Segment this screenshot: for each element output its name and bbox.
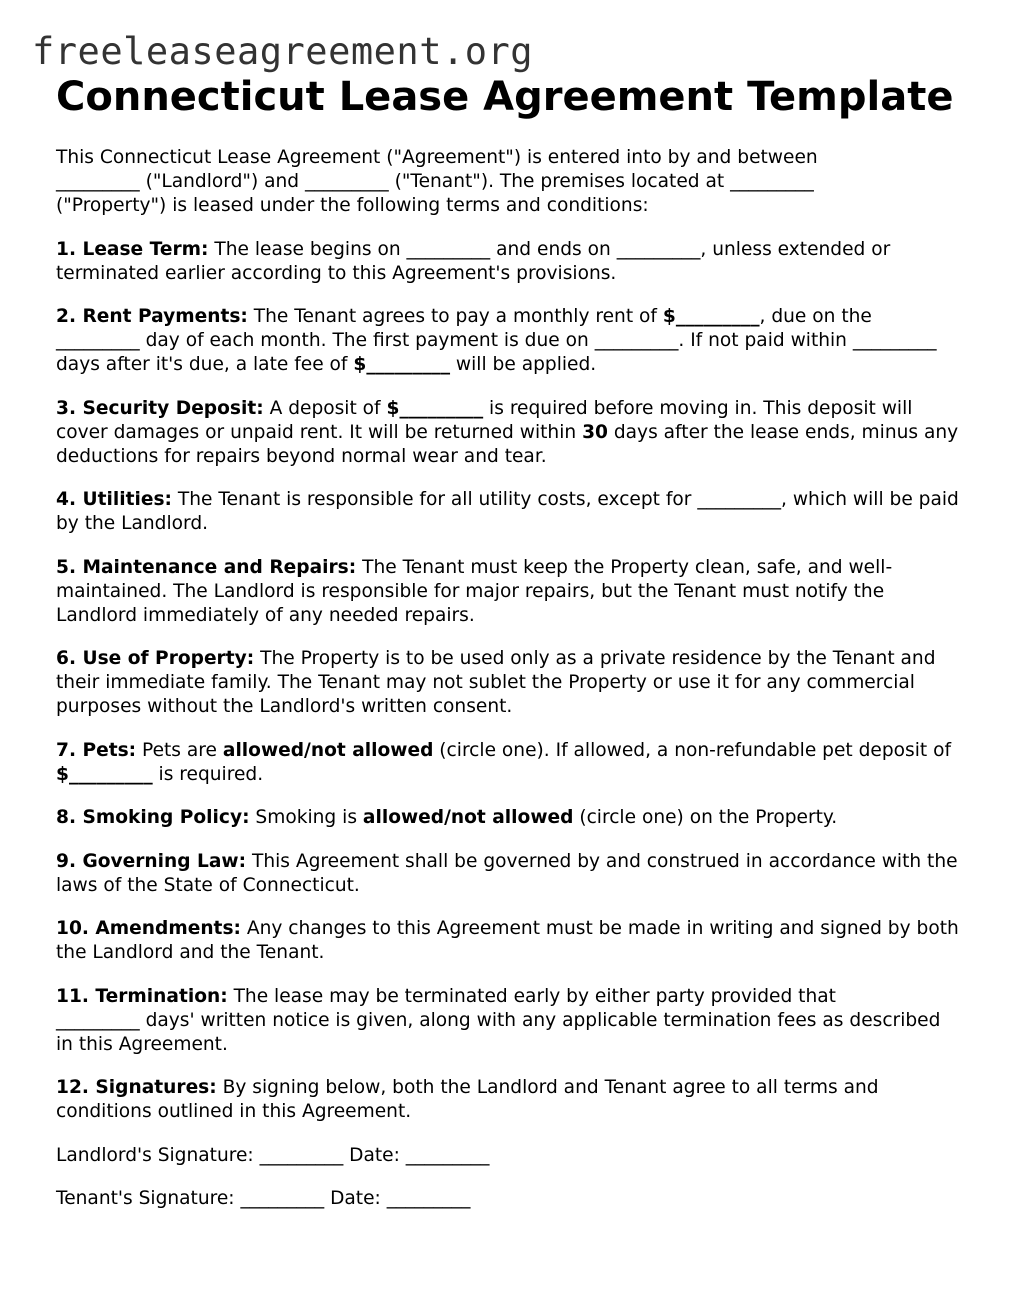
pet-deposit-blank[interactable]: $_________	[56, 763, 153, 785]
lease-start-blank[interactable]: _________	[406, 238, 491, 260]
section-text: , due on the	[759, 306, 872, 327]
section-security-deposit	[56, 397, 961, 469]
section-heading: 2. Rent Payments:	[56, 306, 248, 327]
landlord-date-label: Date:	[343, 1144, 406, 1166]
landlord-name-blank[interactable]: _________	[56, 171, 140, 192]
section-smoking-policy	[56, 806, 961, 830]
document-title: Connecticut Lease Agreement Template	[56, 74, 954, 120]
landlord-signature-line	[56, 1144, 961, 1168]
landlord-date-blank[interactable]: _________	[405, 1144, 490, 1166]
section-heading: 4. Utilities:	[56, 489, 172, 510]
section-maintenance	[56, 556, 961, 628]
section-heading: 7. Pets:	[56, 739, 137, 761]
section-heading: 12. Signatures:	[56, 1077, 217, 1098]
intro-text: ("Landlord") and	[139, 171, 305, 192]
section-heading: 5. Maintenance and Repairs:	[56, 556, 357, 578]
section-text: day of each month. The first payment is due on	[139, 330, 595, 351]
lease-end-blank[interactable]: _________	[616, 238, 701, 260]
landlord-signature-blank[interactable]: _________	[259, 1144, 344, 1166]
first-payment-date-blank[interactable]: _________	[594, 330, 679, 351]
section-text: (circle one) on the Property.	[573, 807, 838, 828]
section-text: days after the lease ends, minus any deductions for repairs beyond normal wear and tear.	[56, 421, 959, 467]
section-heading: 10. Amendments:	[56, 918, 241, 939]
tenant-signature-line	[56, 1187, 961, 1211]
section-heading: 3. Security Deposit:	[56, 397, 264, 419]
section-text: days' written notice is given, along with any applicable termination fees as described in this Agreement.	[56, 1009, 941, 1055]
section-text: . If not paid within	[678, 330, 853, 351]
notice-days-blank[interactable]: _________	[56, 1009, 140, 1031]
agreement-body	[56, 146, 961, 1231]
section-text: The Tenant agrees to pay a monthly rent of	[247, 306, 663, 327]
section-text: The Tenant is responsible for all utility costs, except for	[171, 489, 698, 510]
section-text: is required before moving in. This deposit will cover damages or unpaid rent. It will be returned within	[56, 397, 913, 443]
intro-text: This Connecticut Lease Agreement ("Agreement") is entered into by and between	[56, 147, 818, 168]
section-text: (circle one). If allowed, a non-refundable pet deposit of	[433, 739, 952, 761]
section-text: The lease may be terminated early by either party provided that	[227, 985, 836, 1007]
intro-text: ("Property") is leased under the following terms and conditions:	[56, 195, 649, 216]
section-governing-law	[56, 850, 961, 898]
pets-choice[interactable]: allowed/not allowed	[222, 739, 434, 761]
section-text: Smoking is	[249, 807, 363, 828]
section-text: is required.	[152, 763, 264, 785]
section-text: This Agreement shall be governed by and construed in accordance with the laws of the State of Connecticut.	[56, 850, 958, 896]
section-heading: 1. Lease Term:	[56, 238, 209, 260]
utility-exception-blank[interactable]: _________	[697, 489, 782, 510]
section-lease-term	[56, 238, 961, 286]
landlord-signature-label: Landlord's Signature:	[56, 1144, 260, 1166]
section-heading: 8. Smoking Policy:	[56, 807, 250, 828]
section-text: and ends on	[490, 238, 617, 260]
tenant-signature-label: Tenant's Signature:	[56, 1188, 241, 1209]
section-text: will be applied.	[450, 354, 597, 375]
intro-text: ("Tenant"). The premises located at	[388, 171, 731, 192]
section-text: By signing below, both the Landlord and Tenant agree to all terms and conditions outlined in this Agreement.	[56, 1077, 879, 1122]
section-text: Any changes to this Agreement must be made in writing and signed by both the Landlord and the Tenant.	[56, 918, 959, 963]
section-text: The Property is to be used only as a private residence by the Tenant and their immediate family. The Tenant may not sublet the Property or use it for any commercial purposes without the Landlord's written consent.	[56, 648, 936, 717]
site-watermark: freeleaseagreement.org	[32, 30, 534, 73]
intro-paragraph	[56, 146, 961, 218]
section-text: The lease begins on	[208, 238, 407, 260]
section-heading: 9. Governing Law:	[56, 850, 247, 872]
tenant-date-label: Date:	[324, 1188, 387, 1209]
monthly-rent-blank[interactable]: $_________	[662, 306, 760, 327]
deposit-amount-blank[interactable]: $_________	[386, 397, 484, 419]
section-utilities	[56, 488, 961, 536]
section-use-of-property	[56, 647, 961, 719]
section-text: , which will be paid by the Landlord.	[56, 489, 959, 534]
section-termination	[56, 985, 961, 1057]
section-amendments	[56, 917, 961, 965]
section-heading: 6. Use of Property:	[56, 648, 255, 669]
section-pets	[56, 739, 961, 787]
section-text: The Tenant must keep the Property clean, safe, and well-maintained. The Landlord is responsible for major repairs, but the Tenant must notify the Landlord immediately of any needed repairs.	[56, 556, 893, 626]
tenant-date-blank[interactable]: _________	[386, 1188, 471, 1209]
smoking-choice[interactable]: allowed/not allowed	[362, 807, 574, 828]
grace-days-blank[interactable]: _________	[852, 330, 937, 351]
section-rent-payments	[56, 305, 961, 377]
property-address-blank[interactable]: _________	[730, 171, 814, 192]
tenant-name-blank[interactable]: _________	[305, 171, 389, 192]
section-text: days after it's due, a late fee of	[56, 354, 354, 375]
tenant-signature-blank[interactable]: _________	[240, 1188, 325, 1209]
section-text: A deposit of	[263, 397, 387, 419]
section-heading: 11. Termination:	[56, 985, 228, 1007]
rent-due-day-blank[interactable]: _________	[56, 330, 140, 351]
section-text: , unless extended or terminated earlier according to this Agreement's provisions.	[56, 238, 891, 284]
late-fee-blank[interactable]: $_________	[353, 354, 451, 375]
return-days-value: 30	[582, 421, 608, 443]
section-text: Pets are	[136, 739, 223, 761]
section-signatures	[56, 1076, 961, 1124]
